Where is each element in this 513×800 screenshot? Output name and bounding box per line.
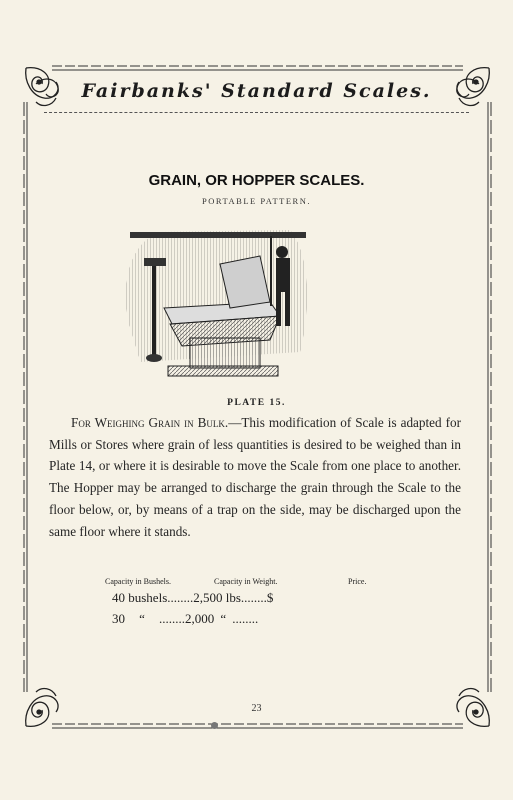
- body-paragraph: [49, 412, 461, 542]
- row-leader: ........: [232, 611, 259, 626]
- row-leader: ........: [167, 590, 194, 605]
- row-weight: 2,500 lbs: [193, 590, 241, 605]
- paragraph-lead: For Weighing Grain in Bulk.: [71, 415, 229, 430]
- table-row: [112, 611, 258, 627]
- ornamental-border: [22, 62, 493, 732]
- ink-blot: [211, 722, 218, 729]
- row-weight: 2,000: [185, 611, 215, 626]
- paragraph-text: —This modification of Scale is adapted for Mills or Stores where grain of less quantities is desired to be weighed than in Plate 14, or where it is desirable to move the Scale from one place to another. The Hopper may be arranged to discharge the grain through the Scale to the floor below, or, by means of a trap on the side, may be discharged upon the same floor where it stands.: [49, 415, 461, 539]
- header-price: Price.: [348, 577, 367, 586]
- row-bushels: 30: [112, 611, 125, 626]
- header-capacity-bushels: Capacity in Bushels.: [105, 577, 171, 586]
- running-header: Fairbanks' Standard Scales.: [81, 80, 432, 102]
- row-bushels: 40 bushels: [112, 590, 168, 605]
- row-leader: ........: [240, 590, 267, 605]
- table-row: [112, 590, 273, 606]
- row-ditto: “: [220, 611, 227, 626]
- header-rule: [44, 112, 469, 113]
- row-ditto: “: [139, 611, 145, 626]
- section-title: GRAIN, OR HOPPER SCALES.: [148, 172, 365, 189]
- header-capacity-weight: Capacity in Weight.: [214, 577, 278, 586]
- hopper-scale-engraving: [120, 212, 312, 388]
- plate-label: PLATE 15.: [227, 398, 286, 408]
- section-subtitle: PORTABLE PATTERN.: [201, 196, 311, 206]
- row-price: $: [266, 590, 274, 605]
- page-number: 23: [251, 703, 262, 714]
- row-leader: ........: [159, 611, 185, 626]
